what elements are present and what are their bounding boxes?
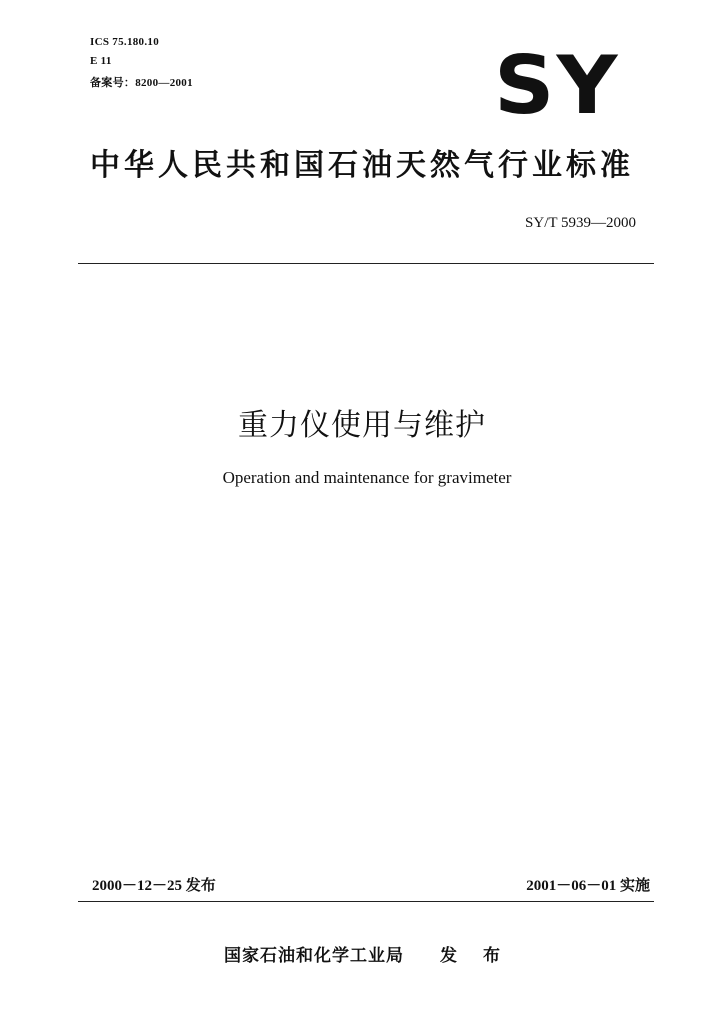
issue-date: 2000－12－25 发布 bbox=[92, 878, 216, 894]
classification-code: E 11 bbox=[90, 55, 112, 67]
standard-number: SY/T 5939—2000 bbox=[525, 215, 636, 231]
implementation-date: 2001－06－01 实施 bbox=[526, 878, 650, 894]
bottom-divider bbox=[78, 901, 654, 902]
standard-type-title: 中华人民共和国石油天然气行业标准 bbox=[90, 148, 634, 183]
record-number: 备案号：8200—2001 bbox=[90, 77, 193, 89]
issuer-line bbox=[0, 941, 724, 966]
issued-label: 发 布 bbox=[440, 946, 510, 966]
document-title-cn: 重力仪使用与维护 bbox=[238, 408, 486, 443]
document-title-en: Operation and maintenance for gravimeter bbox=[222, 468, 512, 487]
sy-logo: SY bbox=[494, 39, 620, 132]
issuer-name: 国家石油和化学工业局 bbox=[224, 946, 405, 966]
top-divider bbox=[78, 263, 654, 264]
ics-code: ICS 75.180.10 bbox=[90, 36, 159, 48]
